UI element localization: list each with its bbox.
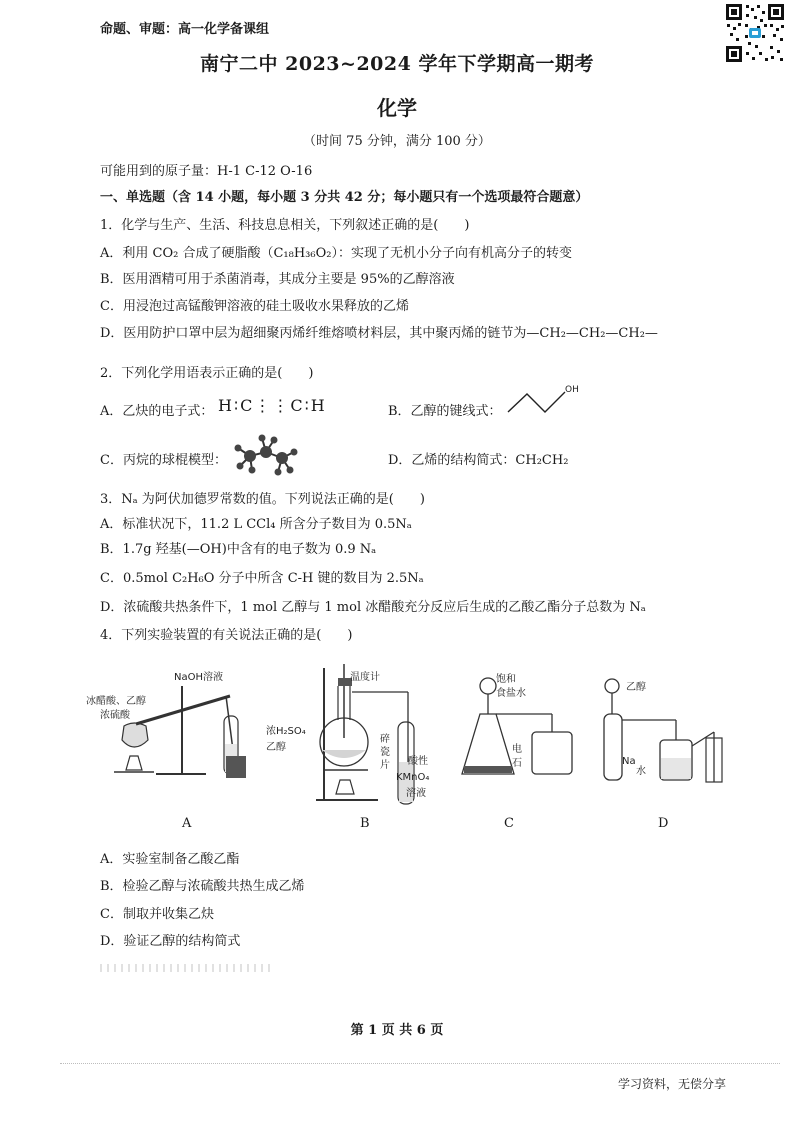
apparatus-a — [86, 662, 262, 838]
apparatus-label: NaOH溶液 — [174, 672, 223, 683]
q3-option-d: D．浓硫酸共热条件下，1 mol 乙醇与 1 mol 冰醋酸充分反应后生成的乙酸乙酯分子总数为 Nₐ — [100, 600, 646, 615]
apparatus-label: 水 — [636, 766, 646, 777]
propane-ball-stick-model — [228, 428, 300, 478]
q2-option-b: B．乙醇的键线式： — [388, 404, 502, 419]
q1-stem: 1．化学与生产、生活、科技息息相关，下列叙述正确的是( ) — [100, 218, 470, 233]
apparatus-label: 浓硫酸 — [100, 710, 130, 721]
section-heading: 一、单选题（含 14 小题，每小题 3 分共 42 分；每小题只有一个选项最符合题意） — [100, 190, 589, 205]
q3-stem: 3．Nₐ 为阿伏加德罗常数的值。下列说法正确的是( ) — [100, 492, 425, 507]
q2-stem: 2．下列化学用语表示正确的是( ) — [100, 366, 314, 381]
time-info: （时间 75 分钟，满分 100 分） — [303, 134, 491, 149]
q4-option-d: D．验证乙醇的结构简式 — [100, 934, 241, 949]
q3-option-b: B．1.7g 羟基(—OH)中含有的电子数为 0.9 Nₐ — [100, 542, 377, 557]
subject-title: 化学 — [377, 96, 417, 120]
apparatus-label: 冰醋酸、乙醇 — [86, 696, 146, 707]
q4-stem: 4．下列实验装置的有关说法正确的是( ) — [100, 628, 353, 643]
scan-border-line — [60, 1063, 780, 1064]
apparatus-label: 电 — [512, 744, 522, 755]
q4-option-a: A．实验室制备乙酸乙酯 — [100, 852, 240, 867]
apparatus-b — [258, 662, 438, 838]
q2-option-a: A．乙炔的电子式： — [100, 404, 214, 419]
apparatus-label: 乙醇 — [266, 742, 286, 753]
q1-option-a: A．利用 CO₂ 合成了硬脂酸（C₁₈H₃₆O₂）：实现了无机小分子向有机高分子的转变 — [100, 246, 572, 261]
apparatus-label: 食盐水 — [496, 688, 526, 699]
apparatus-label: 溶液 — [406, 788, 426, 799]
apparatus-d — [596, 662, 736, 838]
apparatus-c — [456, 662, 576, 838]
q4-option-b: B．检验乙醇与浓硫酸共热生成乙烯 — [100, 879, 305, 894]
label-d: D — [658, 816, 669, 831]
label-b: B — [360, 816, 370, 831]
q2-option-c: C．丙烷的球棍模型： — [100, 453, 227, 468]
q1-option-c: C．用浸泡过高锰酸钾溶液的硅土吸收水果释放的乙烯 — [100, 299, 409, 314]
q1-option-b: B．医用酒精可用于杀菌消毒，其成分主要是 95%的乙醇溶液 — [100, 272, 455, 287]
apparatus-label: 瓷 — [380, 747, 390, 758]
label-c: C — [504, 816, 514, 831]
scan-speckle — [100, 964, 270, 972]
q2-option-d: D．乙烯的结构简式：CH₂CH₂ — [388, 453, 569, 468]
label-a: A — [182, 816, 192, 831]
apparatus-label: Na — [622, 756, 636, 767]
authors-line: 命题、审题：高一化学备课组 — [100, 22, 270, 37]
apparatus-label: 饱和 — [496, 674, 516, 685]
q4-option-c: C．制取并收集乙炔 — [100, 907, 214, 922]
apparatus-label: 碎 — [380, 734, 390, 745]
q3-option-c: C．0.5mol C₂H₆O 分子中所含 C-H 键的数目为 2.5Nₐ — [100, 571, 424, 586]
exam-title: 南宁二中 2023~2024 学年下学期高一期考 — [200, 53, 594, 75]
atomic-mass-line: 可能用到的原子量：H-1 C-12 O-16 — [100, 164, 313, 179]
q3-option-a: A．标准状况下，11.2 L CCl₄ 所含分子数目为 0.5Nₐ — [100, 517, 412, 532]
oh-label: OH — [565, 385, 579, 395]
acetylene-electron-formula: H∶C⋮⋮C∶H — [218, 396, 327, 415]
q1-option-d: D．医用防护口罩中层为超细聚丙烯纤维熔喷材料层，其中聚丙烯的链节为—CH₂—CH₂—CH₂— — [100, 326, 658, 341]
apparatus-label: 石 — [512, 758, 522, 769]
ethanol-skeletal-formula — [505, 382, 585, 418]
apparatus-label: 温度计 — [350, 672, 380, 683]
apparatus-label: 片 — [380, 760, 390, 771]
share-note: 学习资料，无偿分享 — [618, 1077, 727, 1091]
page-number: 第 1 页 共 6 页 — [350, 1023, 444, 1038]
apparatus-label: 酸性 — [408, 756, 428, 767]
apparatus-label: 浓H₂SO₄ — [266, 726, 306, 737]
apparatus-label: 乙醇 — [626, 682, 646, 693]
apparatus-label: KMnO₄ — [396, 772, 430, 783]
